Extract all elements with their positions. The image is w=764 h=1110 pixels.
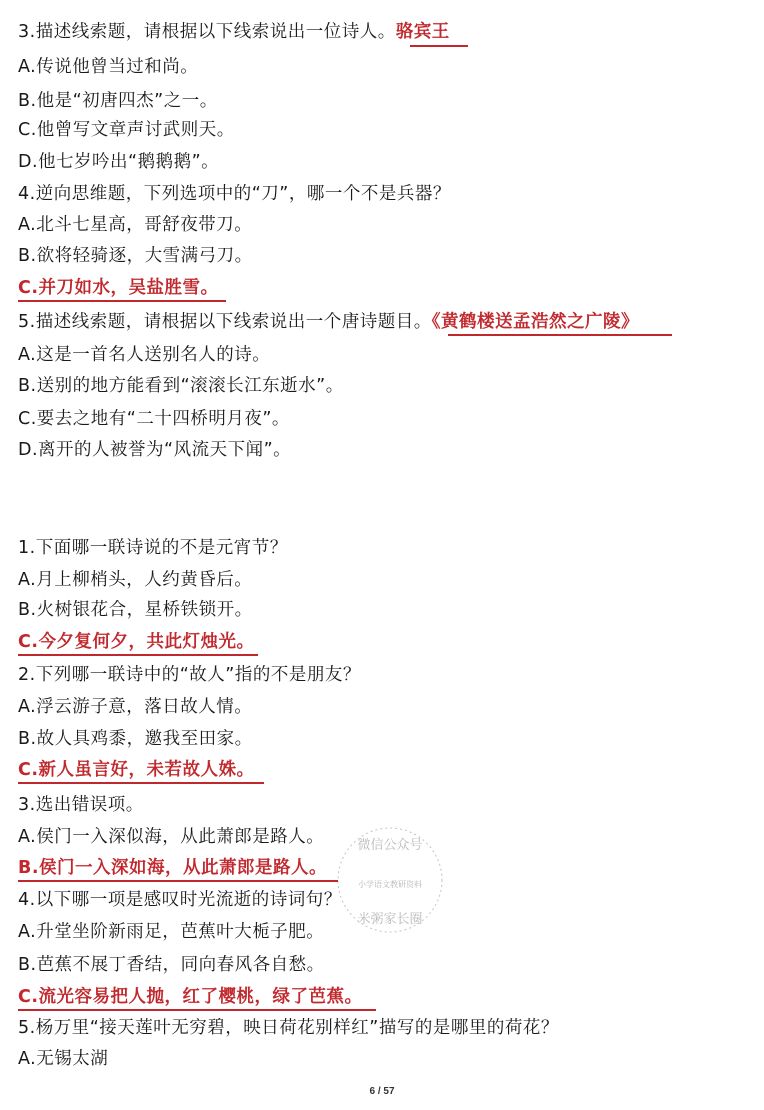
option-a: A.侯门一入深似海，从此萧郎是路人。	[18, 827, 325, 847]
question-5	[18, 310, 639, 334]
question-5: 5.杨万里“接天莲叶无穷碧，映日荷花别样红”描写的是哪里的荷花？	[18, 1018, 559, 1038]
answer-option: C.流光容易把人抛，红了樱桃，绿了芭蕉。	[18, 987, 363, 1007]
option-c: C.他曾写文章声讨武则天。	[18, 120, 235, 140]
question-text: 5.描述线索题，请根据以下线索说出一个唐诗题目。	[18, 312, 432, 332]
question-1: 1.下面哪一联诗说的不是元宵节？	[18, 538, 288, 558]
stamp-bottom-text: 米粥家长圈	[357, 912, 423, 927]
question-4: 4.逆向思维题，下列选项中的“刀”，哪一个不是兵器？	[18, 184, 451, 204]
option-b: B.火树银花合，星桥铁锁开。	[18, 600, 253, 620]
option-c: C.要去之地有“二十四桥明月夜”。	[18, 409, 290, 429]
option-a: A.升堂坐阶新雨足，芭蕉叶大栀子肥。	[18, 922, 325, 942]
option-a: A.北斗七星高，哥舒夜带刀。	[18, 215, 253, 235]
answer-underline	[18, 654, 258, 656]
option-d: D.离开的人被誉为“风流天下闻”。	[18, 440, 292, 460]
page-number: 6 / 57	[369, 1086, 395, 1097]
option-a: A.传说他曾当过和尚。	[18, 57, 199, 77]
option-b: B.送别的地方能看到“滚滚长江东逝水”。	[18, 376, 344, 396]
option-b: B.芭蕉不展丁香结，同向春风各自愁。	[18, 955, 325, 975]
answer-text: 骆宾王	[395, 22, 450, 42]
option-a: A.浮云游子意，落日故人情。	[18, 697, 253, 717]
question-3: 3.选出错误项。	[18, 795, 144, 815]
option-b: B.故人具鸡黍，邀我至田家。	[18, 729, 253, 749]
option-a: A.月上柳梢头，人约黄昏后。	[18, 570, 253, 590]
stamp-ring-text: 微信公众号	[357, 838, 423, 853]
stamp-middle-text: 小学语文教研资料	[358, 880, 422, 889]
answer-underline	[448, 334, 672, 336]
question-4: 4.以下哪一项是感叹时光流逝的诗词句？	[18, 890, 342, 910]
option-b: B.欲将轻骑逐，大雪满弓刀。	[18, 246, 253, 266]
option-a: A.无锡太湖	[18, 1049, 109, 1069]
watermark-stamp	[330, 815, 450, 945]
answer-underline	[18, 1009, 376, 1011]
question-2: 2.下列哪一联诗中的“故人”指的不是朋友？	[18, 665, 361, 685]
answer-underline	[410, 45, 468, 47]
answer-option: B.侯门一入深如海，从此萧郎是路人。	[18, 858, 327, 878]
answer-underline	[18, 880, 338, 882]
question-3	[18, 20, 450, 44]
question-text: 3.描述线索题，请根据以下线索说出一位诗人。	[18, 22, 396, 42]
answer-option: C.并刀如水，吴盐胜雪。	[18, 278, 219, 298]
answer-underline	[18, 300, 226, 302]
answer-text: 《黄鹤楼送孟浩然之广陵》	[431, 312, 639, 332]
answer-option: C.新人虽言好，未若故人姝。	[18, 760, 255, 780]
answer-option: C.今夕复何夕，共此灯烛光。	[18, 632, 255, 652]
option-b: B.他是“初唐四杰”之一。	[18, 91, 218, 111]
option-d: D.他七岁吟出“鹅鹅鹅”。	[18, 152, 220, 172]
option-a: A.这是一首名人送别名人的诗。	[18, 345, 271, 365]
answer-underline	[18, 782, 264, 784]
